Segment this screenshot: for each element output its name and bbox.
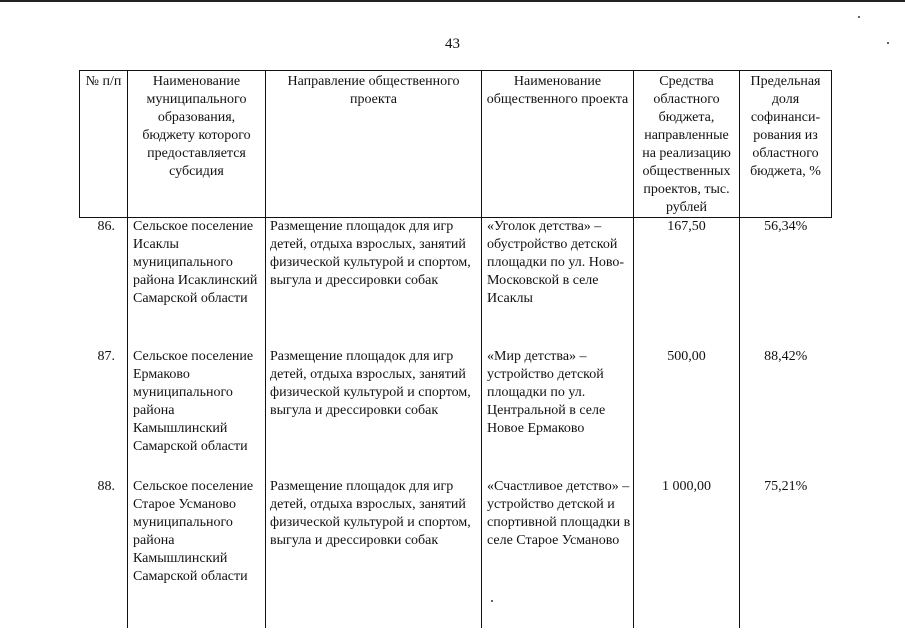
row-share: 88,42% [764,348,808,364]
row-number: 88. [80,478,128,628]
row-number: 87. [80,348,128,478]
row-direction: Размещение площадок для игр детей, отдыха взрослых, занятий физической культурой и спортом, выгула и дрессировки собак [266,478,482,628]
header-funds: Средства областного бюджета, направленные на реализацию общественных проектов, тыс. рублей [634,71,740,218]
header-project: Наименование общественного проекта [482,71,634,218]
row-funds: 1 000,00 [634,478,740,628]
table-header-row [80,71,832,218]
row-municipality: Сельское поселение Ермаково муниципального района Камышлинский Самарской области [128,348,266,478]
row-project: «Уголок детства» – обустройство детской площадки по ул. Ново-Московской в селе Исаклы [482,218,634,348]
header-direction: Направление общественного проекта [266,71,482,218]
row-municipality: Сельское поселение Исаклы муниципального района Исаклинский Самарской области [128,218,266,348]
row-municipality: Сельское поселение Старое Усманово муниципального района Камышлинский Самарской области [128,478,266,628]
header-share: Предельная доля софинанси-рования из областного бюджета, % [740,71,832,218]
row-project: «Счастливое детство» – устройство детской и спортивной площадки в селе Старое Усманово [482,478,634,628]
row-funds: 500,00 [634,348,740,478]
table-row [80,348,832,478]
row-project: «Мир детства» – устройство детской площадки по ул. Центральной в селе Новое Ермаково [482,348,634,478]
row-funds: 167,50 [634,218,740,348]
subsidy-table [79,70,832,628]
row-share: 56,34% [764,219,808,234]
row-direction: Размещение площадок для игр детей, отдыха взрослых, занятий физической культурой и спортом, выгула и дрессировки собак [266,218,482,348]
scan-speck [858,16,860,18]
page-number: 43 [445,36,460,52]
table-row [80,218,832,348]
table-row [80,478,832,628]
top-border-line [0,0,905,2]
row-direction: Размещение площадок для игр детей, отдыха взрослых, занятий физической культурой и спортом, выгула и дрессировки собак [266,348,482,478]
row-share: 75,21% [764,478,808,494]
header-number: № п/п [80,71,128,218]
row-number: 86. [80,218,128,348]
header-municipality: Наименование муниципального образования, бюджету которого предоставляется субсидия [128,71,266,218]
